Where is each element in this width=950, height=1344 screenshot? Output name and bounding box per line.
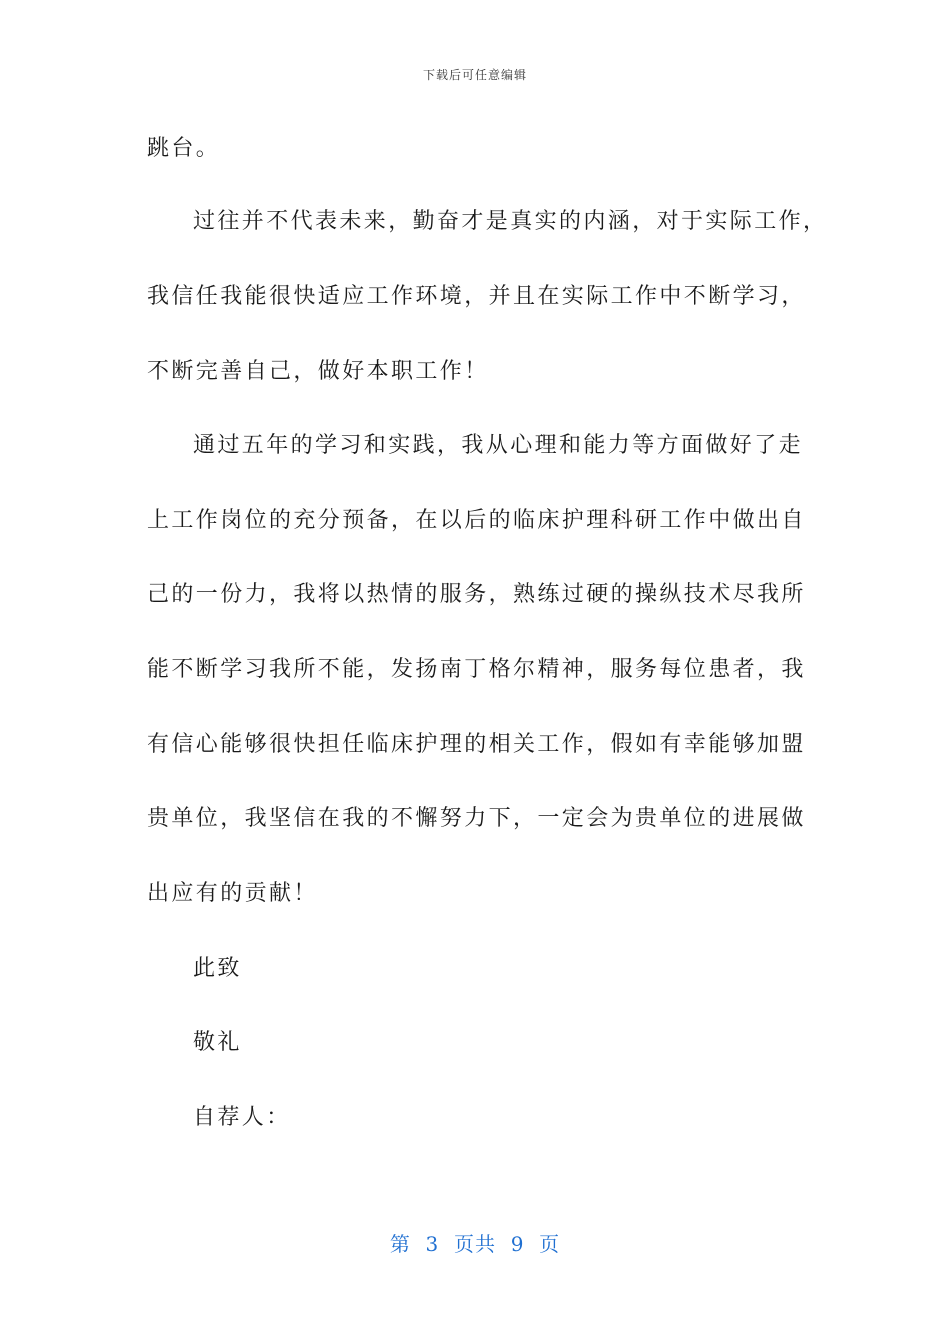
closing-salutation: 此致	[193, 956, 242, 981]
text-line: 我信任我能很快适应工作环境，并且在实际工作中不断学习，	[147, 284, 806, 309]
text-line: 有信心能够很快担任临床护理的相关工作，假如有幸能够加盟	[147, 732, 806, 757]
text-line: 能不断学习我所不能，发扬南丁格尔精神，服务每位患者，我	[147, 657, 806, 682]
text-line: 上工作岗位的充分预备，在以后的临床护理科研工作中做出自	[147, 508, 806, 533]
page-number: 第 3 页共 9 页	[389, 1232, 561, 1256]
text-line: 通过五年的学习和实践，我从心理和能力等方面做好了走	[193, 433, 804, 458]
page-header: 下载后可任意编辑	[422, 68, 527, 82]
text-line: 己的一份力，我将以热情的服务，熟练过硬的操纵技术尽我所	[147, 582, 806, 607]
signature-label: 自荐人：	[193, 1105, 291, 1130]
text-line: 贵单位，我坚信在我的不懈努力下，一定会为贵单位的进展做	[147, 806, 806, 831]
text-line: 过往并不代表未来，勤奋才是真实的内涵，对于实际工作，	[193, 209, 828, 234]
text-line: 不断完善自己，做好本职工作！	[147, 359, 489, 384]
text-line: 跳台。	[147, 136, 221, 161]
closing-regards: 敬礼	[193, 1030, 242, 1055]
text-line: 出应有的贡献！	[147, 881, 318, 906]
